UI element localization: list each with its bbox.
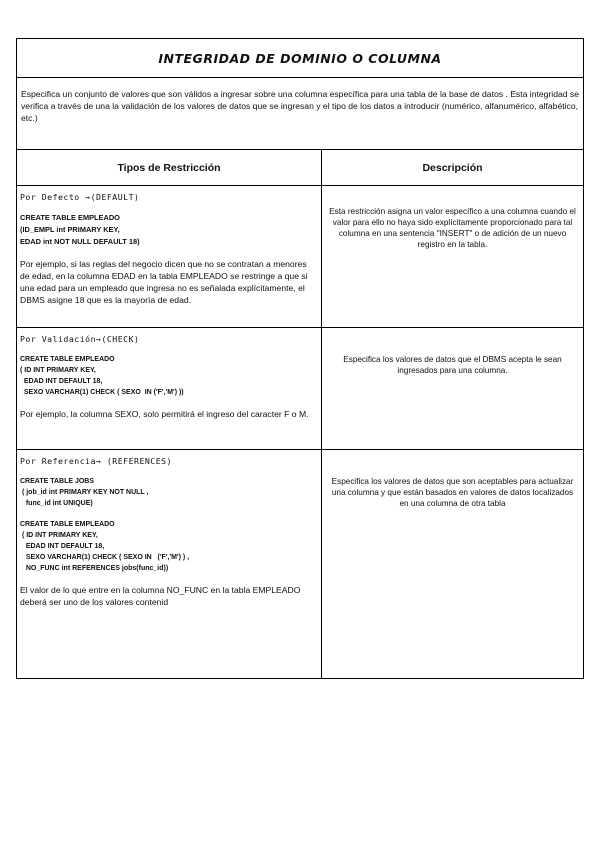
row-heading: Por Referencia→ (REFERENCES) (20, 456, 173, 466)
code-block: CREATE TABLE JOBS ( job_id int PRIMARY KEY NOT NULL , func_id int UNIQUE) (20, 478, 149, 507)
description-text: Esta restricción asigna un valor específico a una columna cuando el valor para ello no haya sido explícitamente proporcionado para tal columna en una sentencia "INSERT" o de adición de un nuevo registro en la tabla. (329, 207, 576, 249)
description-text: Especifica los valores de datos que son aceptables para actualizar una columna y que están basados en valores de datos localizados en una columna de otra tabla (331, 477, 574, 508)
code-block: CREATE TABLE EMPLEADO ( ID INT PRIMARY KEY, EDAD INT DEFAULT 18, SEXO VARCHAR(1) CHECK ( SEXO IN ('F','M') )) (20, 356, 184, 396)
example-text: Por ejemplo, si las reglas del negocio dicen que no se contratan a menores de edad, en la columna EDAD en la tabla EMPLEADO se restringe a que si una edad para un empleado que ingresa no es señalada explícitamente, el DBMS asigne 18 que es la mayoría de edad. (20, 259, 308, 305)
example-text: El valor de lo que entre en la columna NO_FUNC en la tabla EMPLEADO deberá ser uno de los valores contenid (20, 585, 301, 607)
row-heading: Por Defecto →(DEFAULT) (20, 192, 140, 202)
types-column (17, 150, 322, 678)
page-title: INTEGRIDAD DE DOMINIO O COLUMNA (158, 50, 442, 66)
header-types: Tipos de Restricción (17, 150, 321, 186)
row-heading: Por Validación→(CHECK) (20, 334, 140, 344)
row-references-left (17, 450, 321, 678)
description-text: Especifica los valores de datos que el DBMS acepta le sean ingresados para una columna. (343, 355, 562, 375)
row-references-right (322, 450, 583, 678)
description-column (322, 150, 583, 678)
row-default-left (17, 186, 321, 328)
title-row (17, 39, 583, 78)
code-block: CREATE TABLE EMPLEADO (ID_EMPL int PRIMARY KEY, EDAD int NOT NULL DEFAULT 18) (20, 213, 140, 246)
intro-text: Especifica un conjunto de valores que son válidos a ingresar sobre una columna específica para una tabla de la base de datos . Esta integridad se verifica a través de una la validación de los valores de datos que se ingresan y el tipo de los datos a introducir (numérico, alfanumérico, alfabético, etc.) (17, 78, 583, 150)
restriction-grid (17, 150, 583, 678)
row-default-right (322, 186, 583, 328)
row-check-right (322, 328, 583, 450)
example-text: Por ejemplo, la columna SEXO, solo permitirá el ingreso del caracter F o M. (20, 409, 309, 419)
document-table (16, 38, 584, 679)
row-check-left (17, 328, 321, 450)
header-description: Descripción (322, 150, 583, 186)
code-block-2: CREATE TABLE EMPLEADO ( ID INT PRIMARY KEY, EDAD INT DEFAULT 18, SEXO VARCHAR(1) CHECK ( SEXO IN ('F','M') ) , NO_FUNC int REFERENCES jobs(func_id)) (20, 521, 190, 572)
